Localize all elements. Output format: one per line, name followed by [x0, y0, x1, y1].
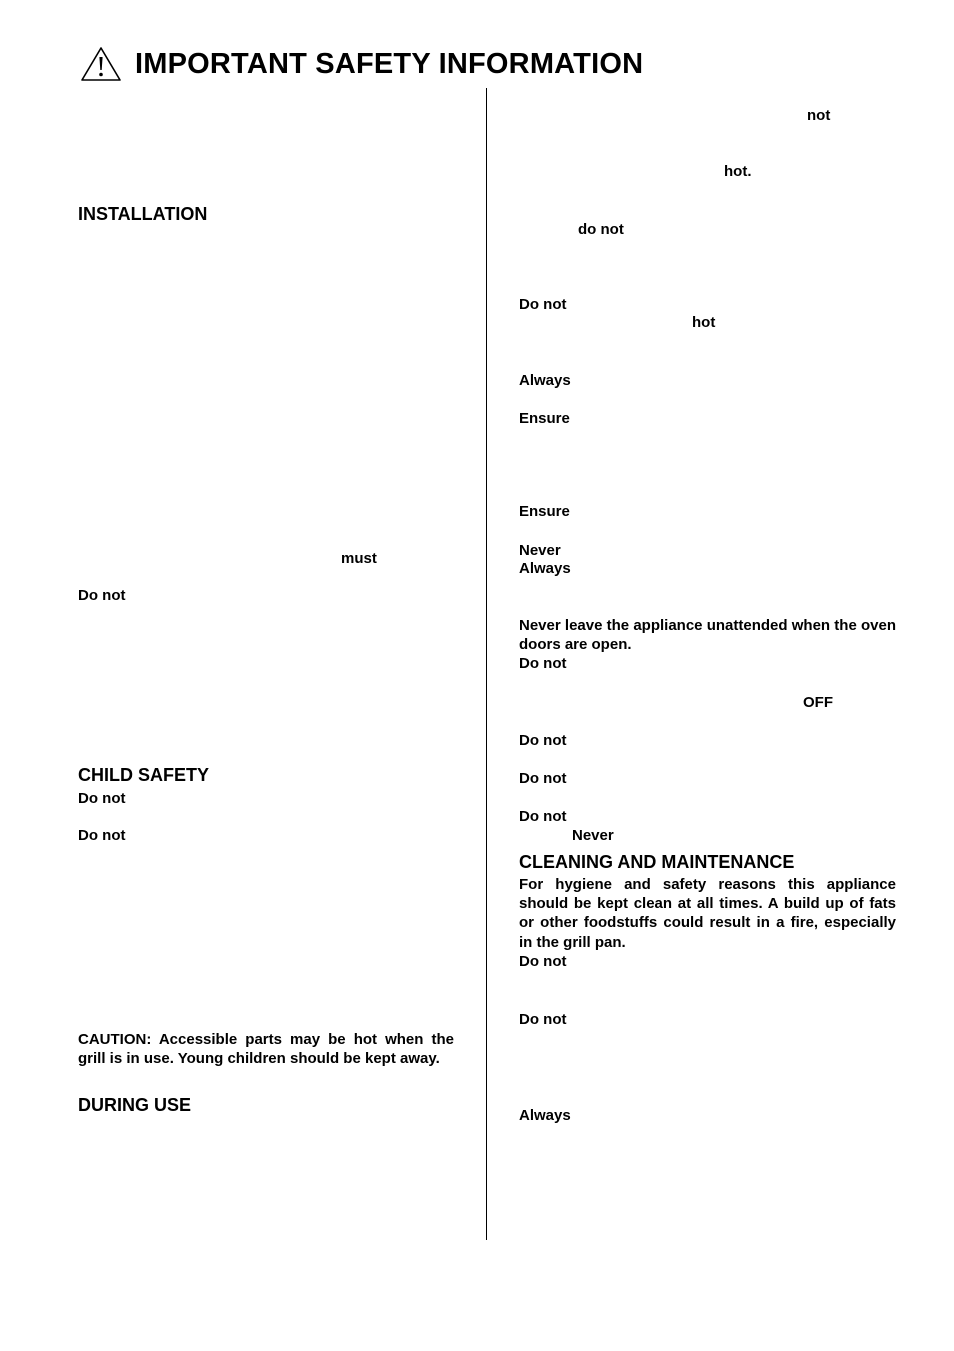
emphasis-do-not: Do not	[78, 790, 126, 807]
emphasis-never: Never	[572, 827, 614, 844]
emphasis-do-not: Do not	[519, 953, 567, 970]
caution-paragraph: CAUTION: Accessible parts may be hot when the grill is in use. Young children should be kept away.	[78, 1031, 454, 1068]
emphasis-never: Never	[519, 542, 561, 559]
emphasis-do-not: Do not	[519, 296, 567, 313]
never-leave-paragraph: Never leave the appliance unattended when the oven doors are open.	[519, 617, 896, 654]
emphasis-always: Always	[519, 1107, 571, 1124]
emphasis-hot: hot	[692, 314, 716, 331]
emphasis-do-not: Do not	[519, 808, 567, 825]
emphasis-off: OFF	[803, 694, 833, 711]
emphasis-always: Always	[519, 560, 571, 577]
column-divider	[486, 88, 487, 1240]
emphasis-do-not: Do not	[519, 732, 567, 749]
installation-heading: INSTALLATION	[78, 204, 208, 224]
emphasis-do-not: do not	[578, 221, 624, 238]
emphasis-do-not: Do not	[78, 827, 126, 844]
emphasis-do-not: Do not	[519, 770, 567, 787]
emphasis-must: must	[341, 550, 377, 567]
cleaning-maintenance-heading: CLEANING AND MAINTENANCE	[519, 852, 795, 872]
emphasis-hot: hot.	[724, 163, 752, 180]
emphasis-do-not: Do not	[519, 655, 567, 672]
cleaning-paragraph: For hygiene and safety reasons this appliance should be kept clean at all times. A build up of fats or other foodstuffs could result in a fire, especially in the grill pan.	[519, 876, 896, 951]
emphasis-not: not	[807, 107, 831, 124]
emphasis-do-not: Do not	[78, 587, 126, 604]
emphasis-always: Always	[519, 372, 571, 389]
emphasis-ensure: Ensure	[519, 503, 570, 520]
warning-triangle-icon	[80, 46, 122, 82]
page-title: IMPORTANT SAFETY INFORMATION	[135, 48, 644, 80]
during-use-heading: DURING USE	[78, 1095, 192, 1115]
emphasis-do-not: Do not	[519, 1011, 567, 1028]
emphasis-ensure: Ensure	[519, 410, 570, 427]
child-safety-heading: CHILD SAFETY	[78, 765, 210, 785]
